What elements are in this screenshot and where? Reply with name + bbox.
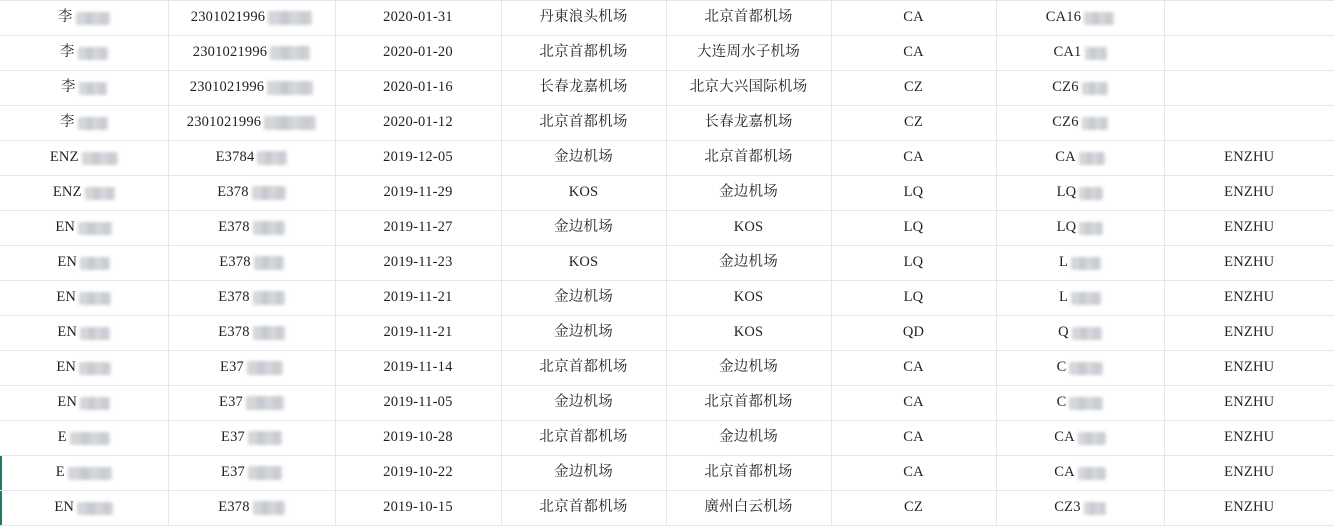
cell-flight-number [996,351,1164,386]
cell-flight-date [335,351,501,386]
cell-flight-date-text: 2019-11-05 [383,394,453,411]
cell-flight-number-text: L [1058,254,1069,271]
table-row[interactable] [0,456,1334,491]
table-row[interactable] [0,211,1334,246]
cell-passenger-name [0,246,168,281]
cell-departure-airport-text: 北京首都机场 [539,44,628,61]
cell-tag [1164,421,1334,456]
cell-arrival-airport [666,351,831,386]
cell-departure-airport [501,491,666,526]
cell-arrival-airport [666,456,831,491]
cell-flight-number [996,386,1164,421]
cell-id-number-text: E378 [218,289,250,306]
cell-flight-number [996,1,1164,36]
cell-arrival-airport [666,491,831,526]
cell-carrier-code [831,351,996,386]
cell-flight-number [996,141,1164,176]
cell-flight-date [335,316,501,351]
cell-carrier-code [831,176,996,211]
redaction-blur [79,362,111,375]
cell-carrier-code-text: CZ [904,499,923,516]
cell-tag [1164,246,1334,281]
cell-id-number-text: 2301021996 [190,9,266,26]
redaction-blur [79,82,107,95]
cell-flight-date-text: 2020-01-12 [383,114,453,131]
cell-departure-airport-text: 北京首都机场 [539,499,628,516]
cell-passenger-name-text: 李 [59,44,75,61]
redaction-blur [253,501,285,515]
redaction-blur [70,432,110,445]
cell-tag [1164,456,1334,491]
redaction-blur [78,222,112,235]
cell-passenger-name-text: EN [56,289,77,306]
cell-departure-airport [501,36,666,71]
cell-flight-date-text: 2019-10-15 [383,499,453,516]
cell-flight-date-text: 2020-01-16 [383,79,453,96]
cell-carrier-code [831,386,996,421]
cell-flight-date [335,36,501,71]
cell-flight-date [335,71,501,106]
cell-passenger-name-text: E [55,464,65,481]
cell-arrival-airport-text: KOS [733,219,764,236]
cell-departure-airport-text: 金边机场 [554,464,613,481]
cell-passenger-name-text: 李 [60,79,76,96]
cell-arrival-airport-text: KOS [733,289,764,306]
cell-arrival-airport-text: 金边机场 [719,254,778,271]
redaction-blur [248,466,282,480]
cell-id-number-text: E378 [218,219,250,236]
cell-tag-text: ENZHU [1224,254,1275,271]
cell-arrival-airport-text: 北京首都机场 [704,464,793,481]
redaction-blur [1078,467,1106,480]
table-row[interactable] [0,1,1334,36]
cell-flight-date-text: 2019-11-27 [383,219,453,236]
cell-flight-number [996,281,1164,316]
redaction-blur [257,151,287,165]
redaction-blur [270,46,310,60]
cell-carrier-code [831,421,996,456]
cell-carrier-code-text: CA [903,9,924,26]
cell-flight-date-text: 2019-10-28 [383,429,453,446]
cell-flight-date [335,491,501,526]
cell-arrival-airport-text: 北京首都机场 [704,9,793,26]
cell-passenger-name [0,211,168,246]
cell-passenger-name-text: EN [54,499,75,516]
table-row[interactable] [0,246,1334,281]
cell-id-number-text: E37 [221,429,245,446]
cell-carrier-code [831,1,996,36]
cell-flight-date [335,211,501,246]
redaction-blur [80,257,110,270]
cell-passenger-name [0,281,168,316]
cell-departure-airport-text: 金边机场 [554,324,613,341]
cell-carrier-code-text: CA [903,464,924,481]
cell-id-number [168,386,335,421]
redaction-blur [268,11,312,25]
cell-id-number [168,36,335,71]
redaction-blur [1079,152,1105,165]
cell-arrival-airport-text: 廣州白云机场 [704,499,793,516]
cell-flight-date-text: 2019-10-22 [383,464,453,481]
cell-arrival-airport [666,316,831,351]
cell-flight-number-text: C [1056,394,1067,411]
cell-flight-number-text: CA1 [1053,44,1082,61]
cell-carrier-code-text: CA [903,149,924,166]
redaction-blur [80,397,110,410]
cell-id-number [168,176,335,211]
cell-flight-number [996,421,1164,456]
cell-departure-airport-text: 金边机场 [554,219,613,236]
cell-departure-airport [501,316,666,351]
cell-flight-number-text: CA [1054,464,1075,481]
cell-tag-text: ENZHU [1224,149,1275,166]
cell-flight-number-text: CZ6 [1052,79,1079,96]
redaction-blur [78,47,108,60]
cell-passenger-name-text: E [57,429,67,446]
cell-flight-number-text: CA [1055,149,1076,166]
cell-departure-airport-text: 金边机场 [554,289,613,306]
cell-flight-number [996,71,1164,106]
cell-passenger-name-text: EN [56,359,77,376]
cell-id-number-text: E378 [218,499,250,516]
cell-departure-airport [501,106,666,141]
cell-departure-airport [501,456,666,491]
table-row[interactable] [0,176,1334,211]
cell-carrier-code-text: CA [903,359,924,376]
table-row[interactable] [0,386,1334,421]
cell-flight-number [996,106,1164,141]
cell-tag [1164,281,1334,316]
cell-tag [1164,1,1334,36]
table-row[interactable] [0,141,1334,176]
cell-departure-airport-text: 北京首都机场 [539,359,628,376]
cell-tag [1164,316,1334,351]
cell-flight-number-text: CZ3 [1054,499,1081,516]
cell-flight-date-text: 2019-12-05 [383,149,453,166]
cell-flight-date-text: 2019-11-23 [383,254,453,271]
redaction-blur [1082,82,1108,95]
cell-passenger-name [0,36,168,71]
cell-flight-date-text: 2020-01-20 [383,44,453,61]
cell-id-number-text: E3784 [215,149,255,166]
cell-departure-airport-text: 北京首都机场 [539,429,628,446]
cell-carrier-code-text: CZ [904,79,923,96]
cell-departure-airport [501,211,666,246]
cell-carrier-code [831,246,996,281]
cell-id-number [168,281,335,316]
cell-departure-airport [501,421,666,456]
cell-departure-airport [501,386,666,421]
cell-passenger-name [0,491,168,526]
cell-flight-date-text: 2019-11-29 [383,184,453,201]
cell-id-number [168,1,335,36]
cell-departure-airport-text: KOS [568,254,599,271]
cell-flight-date [335,106,501,141]
cell-carrier-code-text: CA [903,44,924,61]
cell-id-number [168,246,335,281]
cell-tag-text: ENZHU [1224,289,1275,306]
cell-tag [1164,351,1334,386]
cell-id-number [168,211,335,246]
cell-arrival-airport [666,141,831,176]
cell-passenger-name-text: ENZ [49,149,79,166]
cell-carrier-code [831,141,996,176]
redaction-blur [253,221,285,235]
redaction-blur [1078,432,1106,445]
cell-passenger-name [0,176,168,211]
redaction-blur [247,361,283,375]
cell-tag-text: ENZHU [1224,359,1275,376]
cell-arrival-airport [666,421,831,456]
cell-departure-airport [501,176,666,211]
table-row[interactable] [0,351,1334,386]
cell-arrival-airport-text: 北京首都机场 [704,394,793,411]
cell-carrier-code-text: LQ [903,219,924,236]
cell-tag [1164,386,1334,421]
cell-id-number [168,141,335,176]
cell-passenger-name [0,106,168,141]
cell-flight-date-text: 2020-01-31 [383,9,453,26]
cell-arrival-airport-text: 北京首都机场 [704,149,793,166]
redaction-blur [1071,292,1101,305]
cell-flight-date [335,141,501,176]
redaction-blur [1072,327,1102,340]
cell-id-number [168,316,335,351]
redaction-blur [1071,257,1101,270]
cell-tag-text: ENZHU [1224,219,1275,236]
cell-id-number-text: 2301021996 [189,79,265,96]
cell-flight-number-text: Q [1058,324,1069,341]
cell-id-number [168,71,335,106]
cell-flight-date [335,386,501,421]
redaction-blur [1069,362,1103,375]
cell-arrival-airport [666,281,831,316]
cell-flight-number-text: CZ6 [1052,114,1079,131]
cell-passenger-name [0,386,168,421]
cell-flight-date [335,421,501,456]
cell-carrier-code-text: LQ [903,254,924,271]
cell-carrier-code [831,36,996,71]
redaction-blur [267,81,313,95]
cell-tag-text: ENZHU [1224,184,1275,201]
redaction-blur [78,117,108,130]
cell-arrival-airport-text: 北京大兴国际机场 [689,79,808,96]
cell-arrival-airport [666,36,831,71]
redaction-blur [1079,187,1103,200]
cell-carrier-code-text: QD [902,324,925,341]
cell-id-number-text: E37 [221,464,245,481]
table-row[interactable] [0,106,1334,141]
cell-tag-text: ENZHU [1224,394,1275,411]
table-row[interactable] [0,71,1334,106]
cell-carrier-code [831,316,996,351]
cell-tag [1164,491,1334,526]
cell-departure-airport-text: 丹東浪头机场 [539,9,628,26]
cell-carrier-code [831,281,996,316]
cell-arrival-airport-text: 金边机场 [719,359,778,376]
cell-tag-text: ENZHU [1224,324,1275,341]
redaction-blur [85,187,115,200]
cell-passenger-name-text: EN [57,324,78,341]
cell-departure-airport-text: 金边机场 [554,149,613,166]
redaction-blur [1084,12,1114,25]
cell-flight-date [335,176,501,211]
cell-departure-airport [501,141,666,176]
redaction-blur [253,326,285,340]
cell-flight-number [996,36,1164,71]
cell-passenger-name [0,71,168,106]
cell-carrier-code [831,456,996,491]
redaction-blur [253,291,285,305]
redaction-blur [77,502,113,515]
cell-id-number [168,491,335,526]
cell-flight-date [335,246,501,281]
cell-arrival-airport [666,1,831,36]
cell-departure-airport-text: 金边机场 [554,394,613,411]
cell-departure-airport [501,1,666,36]
cell-tag-text: ENZHU [1224,499,1275,516]
cell-carrier-code [831,106,996,141]
redaction-blur [254,256,284,270]
cell-flight-number-text: CA [1054,429,1075,446]
cell-arrival-airport [666,176,831,211]
cell-flight-number-text: LQ [1056,184,1077,201]
table-row[interactable] [0,491,1334,526]
cell-flight-date-text: 2019-11-21 [383,289,453,306]
cell-tag-text: ENZHU [1224,464,1275,481]
cell-flight-number-text: L [1058,289,1069,306]
cell-flight-number [996,316,1164,351]
cell-departure-airport [501,246,666,281]
cell-passenger-name-text: ENZ [52,184,82,201]
cell-id-number-text: E37 [220,359,244,376]
cell-flight-number-text: CA16 [1045,9,1082,26]
cell-flight-number [996,456,1164,491]
cell-arrival-airport [666,246,831,281]
cell-id-number-text: 2301021996 [186,114,262,131]
cell-tag [1164,211,1334,246]
cell-carrier-code-text: CA [903,394,924,411]
cell-carrier-code-text: CA [903,429,924,446]
cell-passenger-name-text: EN [57,394,78,411]
table-row[interactable] [0,36,1334,71]
cell-arrival-airport-text: 金边机场 [719,429,778,446]
cell-arrival-airport-text: KOS [733,324,764,341]
redaction-blur [246,396,284,410]
cell-id-number [168,106,335,141]
cell-flight-date-text: 2019-11-14 [383,359,453,376]
cell-departure-airport [501,351,666,386]
cell-carrier-code-text: LQ [903,289,924,306]
cell-flight-number [996,246,1164,281]
cell-flight-date-text: 2019-11-21 [383,324,453,341]
cell-flight-number-text: C [1056,359,1067,376]
cell-carrier-code [831,211,996,246]
cell-arrival-airport-text: 长春龙嘉机场 [704,114,793,131]
redaction-blur [252,186,286,200]
cell-id-number-text: E378 [218,324,250,341]
cell-id-number-text: E378 [219,254,251,271]
cell-departure-airport [501,71,666,106]
cell-passenger-name [0,316,168,351]
cell-flight-number [996,176,1164,211]
cell-flight-number [996,211,1164,246]
cell-arrival-airport [666,106,831,141]
table-row[interactable] [0,421,1334,456]
cell-id-number-text: E37 [219,394,243,411]
cell-id-number [168,456,335,491]
cell-carrier-code-text: CZ [904,114,923,131]
redaction-blur [1084,502,1106,515]
cell-flight-number-text: LQ [1056,219,1077,236]
cell-arrival-airport [666,211,831,246]
redaction-blur [1082,117,1108,130]
cell-tag [1164,36,1334,71]
table-row[interactable] [0,316,1334,351]
cell-arrival-airport-text: 大连周水子机场 [697,44,800,61]
cell-passenger-name [0,456,168,491]
cell-departure-airport-text: 北京首都机场 [539,114,628,131]
cell-passenger-name [0,1,168,36]
cell-tag-text: ENZHU [1224,429,1275,446]
cell-carrier-code [831,71,996,106]
cell-departure-airport [501,281,666,316]
cell-passenger-name-text: EN [55,219,76,236]
cell-passenger-name [0,421,168,456]
redaction-blur [1085,47,1107,60]
cell-id-number-text: 2301021996 [192,44,268,61]
redaction-blur [79,292,111,305]
cell-departure-airport-text: KOS [568,184,599,201]
cell-carrier-code-text: LQ [903,184,924,201]
redaction-blur [82,152,118,165]
redaction-blur [248,431,282,445]
cell-flight-date [335,281,501,316]
cell-carrier-code [831,491,996,526]
cell-arrival-airport [666,386,831,421]
cell-passenger-name [0,351,168,386]
redaction-blur [68,467,112,480]
redaction-blur [80,327,110,340]
cell-id-number [168,351,335,386]
redaction-blur [76,12,110,25]
cell-id-number [168,421,335,456]
table-row[interactable] [0,281,1334,316]
cell-tag [1164,176,1334,211]
cell-flight-number [996,491,1164,526]
cell-id-number-text: E378 [217,184,249,201]
cell-departure-airport-text: 长春龙嘉机场 [539,79,628,96]
cell-passenger-name-text: 李 [57,9,73,26]
cell-passenger-name-text: 李 [59,114,75,131]
cell-tag [1164,71,1334,106]
cell-arrival-airport-text: 金边机场 [719,184,778,201]
cell-passenger-name-text: EN [57,254,78,271]
cell-flight-date [335,1,501,36]
cell-passenger-name [0,141,168,176]
redaction-blur [1079,222,1103,235]
cell-tag [1164,106,1334,141]
redaction-blur [1069,397,1103,410]
cell-flight-date [335,456,501,491]
cell-arrival-airport [666,71,831,106]
redaction-blur [264,116,316,130]
cell-tag [1164,141,1334,176]
